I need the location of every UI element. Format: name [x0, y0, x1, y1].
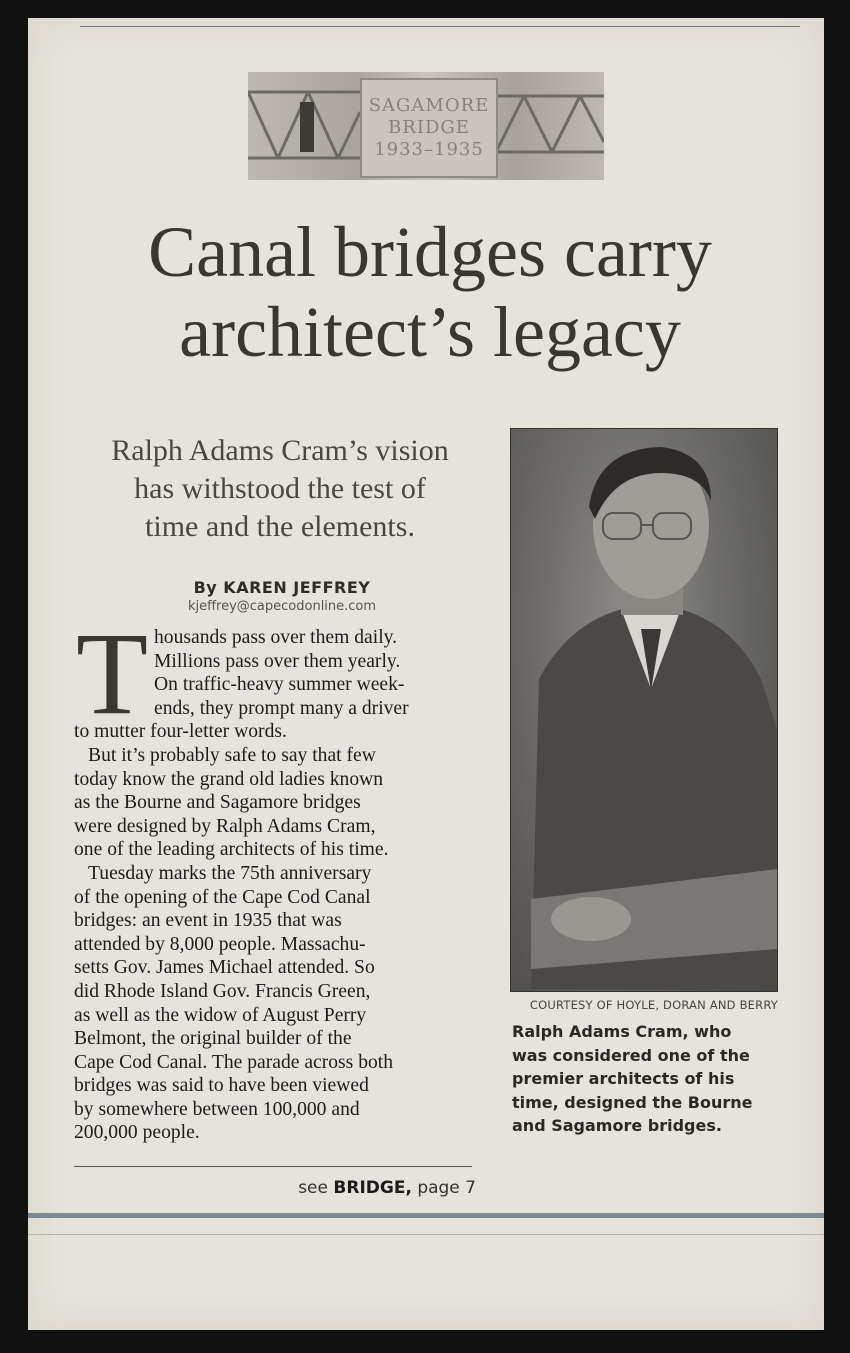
caption-line: and Sagamore bridges.	[512, 1116, 722, 1136]
headline-line: architect’s legacy	[179, 292, 681, 372]
author-email: kjeffrey@capecodonline.com	[187, 599, 377, 614]
body-line: today know the grand old ladies known	[74, 768, 384, 790]
jump-page: page 7	[417, 1178, 476, 1198]
body-line: were designed by Ralph Adams Cram,	[74, 815, 376, 837]
caption-line: premier architects of his	[512, 1069, 735, 1089]
top-rule	[80, 26, 800, 27]
bottom-rule	[28, 1213, 824, 1218]
deck-line: Ralph Adams Cram’s vision	[111, 434, 449, 467]
photo-caption	[512, 1020, 780, 1138]
portrait-photo	[510, 428, 778, 992]
body-line: Tuesday marks the 75th anniversary	[88, 862, 372, 884]
bridge-banner-image	[248, 72, 604, 180]
body-line: as well as the widow of August Perry	[74, 1004, 367, 1026]
body-line: But it’s probably safe to say that few	[88, 744, 376, 766]
headline-line: Canal bridges carry	[148, 212, 712, 292]
deck-line: time and the elements.	[145, 510, 415, 543]
bridge-plaque	[360, 78, 498, 178]
jump-keyword: BRIDGE,	[333, 1178, 412, 1198]
body-line: bridges was said to have been viewed	[74, 1075, 369, 1097]
body-line: Belmont, the original builder of the	[74, 1028, 352, 1050]
byline	[172, 578, 392, 614]
bottom-rule-thin	[28, 1234, 824, 1235]
caption-line: time, designed the Bourne	[512, 1092, 753, 1112]
body-line: as the Bourne and Sagamore bridges	[74, 792, 361, 814]
plaque-line: 1933–1935	[374, 139, 484, 160]
jump-line	[296, 1178, 476, 1198]
deck-line: has withstood the test of	[134, 472, 426, 505]
body-line: of the opening of the Cape Cod Canal	[74, 886, 371, 908]
plaque-line: BRIDGE	[388, 117, 470, 138]
body-line: one of the leading architects of his time.	[74, 839, 389, 861]
article-headline	[60, 212, 800, 372]
jump-rule	[74, 1166, 472, 1167]
body-line: attended by 8,000 people. Massachu-	[74, 933, 366, 955]
body-line: On traffic-heavy summer week-	[154, 674, 405, 696]
body-line: ends, they prompt many a driver	[154, 697, 409, 719]
jump-see: see	[298, 1178, 328, 1198]
body-line: to mutter four-letter words.	[74, 721, 287, 743]
portrait-figure	[511, 429, 777, 991]
body-line: Cape Cod Canal. The parade across both	[74, 1051, 394, 1073]
article-body	[74, 608, 484, 1145]
caption-line: Ralph Adams Cram, who	[512, 1022, 732, 1041]
caption-line: was considered one of the	[512, 1045, 750, 1065]
photo-credit: COURTESY OF HOYLE, DORAN AND BERRY	[529, 998, 778, 1012]
body-line: bridges: an event in 1935 that was	[74, 910, 342, 932]
body-line: setts Gov. James Michael attended. So	[74, 957, 375, 979]
body-line: housands pass over them daily.	[154, 627, 398, 648]
body-line: 200,000 people.	[74, 1122, 200, 1144]
body-line: by somewhere between 100,000 and	[74, 1098, 360, 1120]
body-line: Millions pass over them yearly.	[154, 650, 401, 672]
author-name: By KAREN JEFFREY	[193, 578, 371, 597]
article-deck	[70, 432, 490, 546]
plaque-line: SAGAMORE	[368, 95, 490, 116]
drop-cap: T	[76, 608, 149, 739]
body-line: did Rhode Island Gov. Francis Green,	[74, 980, 371, 1002]
